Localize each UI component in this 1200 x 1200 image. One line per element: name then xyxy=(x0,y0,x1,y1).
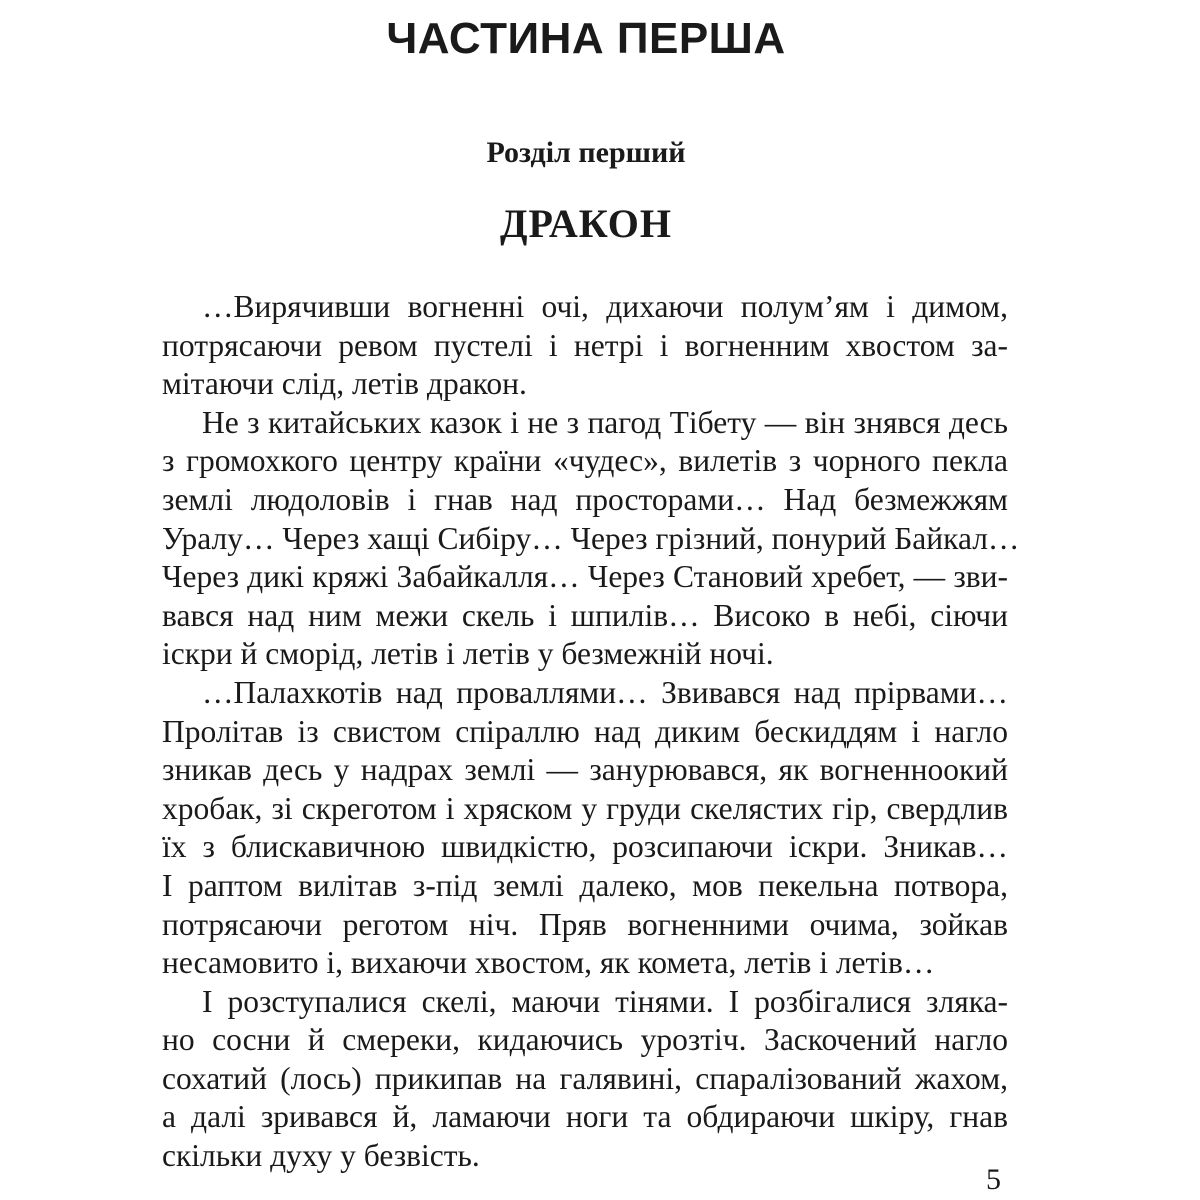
body-text xyxy=(162,288,1020,1176)
text-line: но сосни й смереки, кидаючись урозтіч. Заскочений нагло xyxy=(162,1022,1008,1058)
text-line: вався над ним межи скель і шпилів… Високо в небі, сіючи xyxy=(162,597,1008,633)
chapter-label: Розділ перший xyxy=(486,136,686,169)
text-line: іскри й сморід, летів і летів у безмежній ночі. xyxy=(162,636,774,672)
text-line: їх з блискавичною швидкістю, розсипаючи іскри. Зникав… xyxy=(162,829,1008,865)
text-line: мітаючи слід, летів дракон. xyxy=(162,366,527,402)
text-line: І раптом вилітав з-під землі далеко, мов пекельна потвора, xyxy=(162,867,1008,903)
text-line: потрясаючи реготом ніч. Пряв вогненними очима, зойкав xyxy=(162,906,1008,942)
text-line: Уралу… Через хащі Сибіру… Через грізний, понурий Байкал… xyxy=(162,520,1020,556)
text-line: …Вирячивши вогненні очі, дихаючи полум’ям і димом, xyxy=(202,289,1008,324)
text-line: …Палахкотів над проваллями… Звивався над прірвами… xyxy=(202,674,1008,710)
text-line: сохатий (лось) прикипав на галявині, спаралізований жахом, xyxy=(162,1060,1008,1096)
text-line: хробак, зі скреготом і хряском у груди скелястих гір, свердлив xyxy=(162,790,1008,826)
chapter-title: ДРАКОН xyxy=(500,201,672,246)
paragraph-3 xyxy=(162,674,1008,983)
paragraph-1 xyxy=(162,288,1008,404)
text-line: Через дикі кряжі Забайкалля… Через Становий хребет, — зви- xyxy=(162,559,1008,595)
text-line: І розступалися скелі, маючи тінями. І розбігалися зляка- xyxy=(202,983,1008,1019)
text-line: потрясаючи ревом пустелі і нетрі і вогненним хвостом за- xyxy=(162,327,1008,363)
text-line: несамовито і, вихаючи хвостом, як комета, летів і летів… xyxy=(162,945,935,981)
part-title: ЧАСТИНА ПЕРША xyxy=(386,14,786,63)
paragraph-4 xyxy=(162,983,1008,1176)
text-line: землі людоловів і гнав над просторами… Над безмежжям xyxy=(162,481,1008,517)
paragraph-2 xyxy=(162,404,1020,674)
text-line: з громохкого центру країни «чудес», вилетів з чорного пекла xyxy=(162,443,1008,479)
text-line: Пролітав із свистом спіраллю над диким бескиддям і нагло xyxy=(162,713,1008,749)
text-line: Не з китайських казок і не з пагод Тібету — він знявся десь xyxy=(202,404,1008,440)
page-number: 5 xyxy=(986,1163,1001,1196)
text-line: скільки духу у безвість. xyxy=(162,1138,480,1174)
text-line: зникав десь у надрах землі — занурювався, як вогненноокий xyxy=(162,752,1008,788)
text-line: а далі зривався й, ламаючи ноги та обдираючи шкіру, гнав xyxy=(162,1099,1008,1135)
